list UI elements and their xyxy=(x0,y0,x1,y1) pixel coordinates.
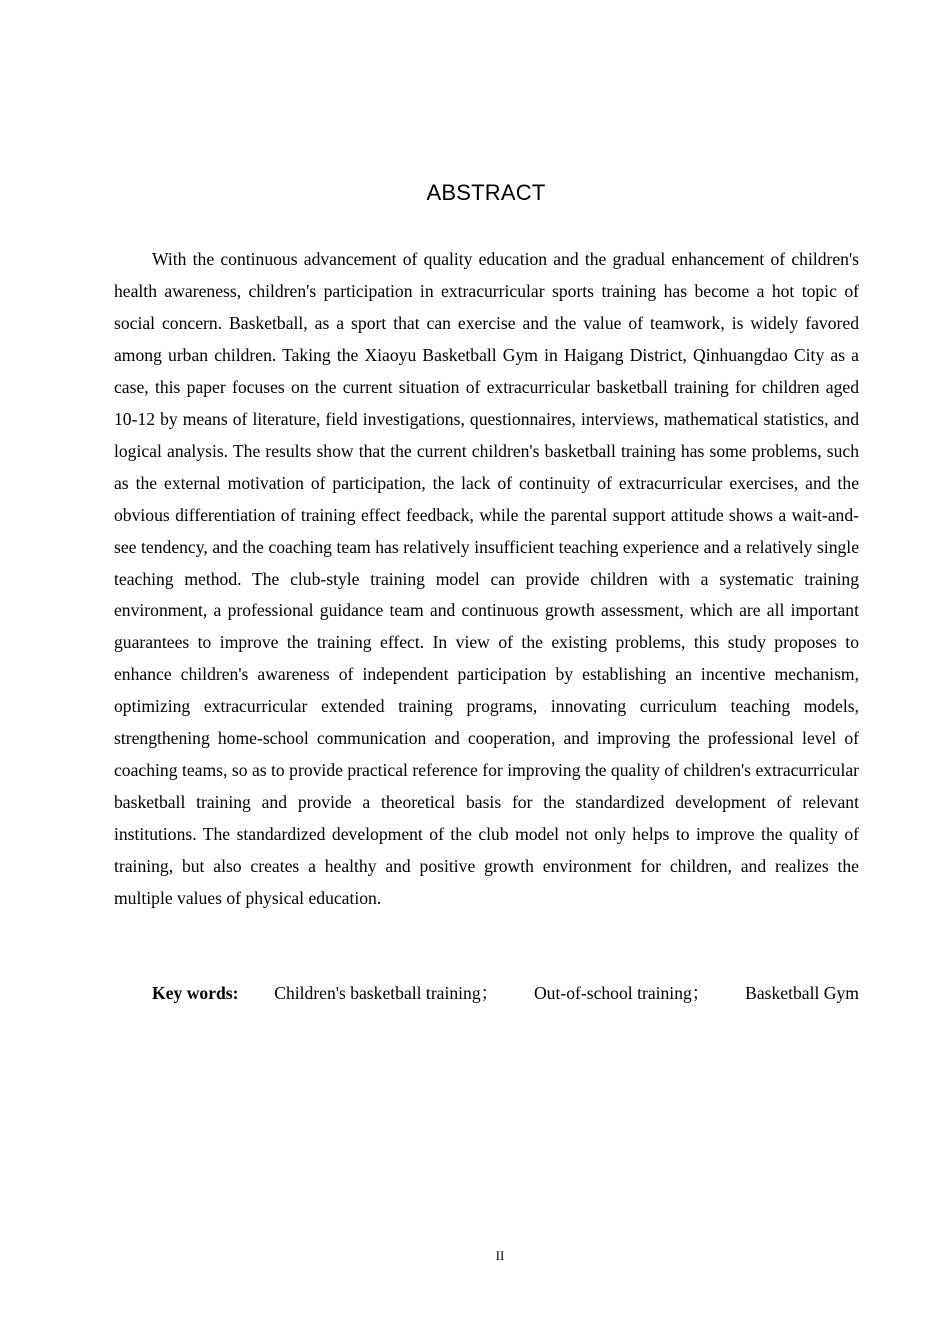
keyword-item: Children's basketball training； xyxy=(274,983,499,1003)
keyword-item: Basketball Gym xyxy=(745,983,859,1003)
abstract-title: ABSTRACT xyxy=(426,180,546,205)
keyword-item: Out-of-school training； xyxy=(533,983,710,1003)
abstract-paragraph: With the continuous advancement of quality education and the gradual enhancement of children's health awareness, children's participation in extracurricular sports training has become a hot topic of social concern. Basketball, as a sport that can exercise and the value of teamwork, is widely favored among urban children. Taking the Xiaoyu Basketball Gym in Haigang District, Qinhuangdao City as a case, this paper focuses on the current situation of extracurricular basketball training for children aged 10-12 by means of literature, field investigations, questionnaires, interviews, mathematical statistics, and logical analysis. The results show that the current children's basketball training has some problems, such as the external motivation of participation, the lack of continuity of extracurricular exercises, and the obvious differentiation of training effect feedback, while the parental support attitude shows a wait-and-see tendency, and the coaching team has relatively insufficient teaching experience and a relatively single teaching method. The club-style training model can provide children with a systematic training environment, a professional guidance team and continuous growth assessment, which are all important guarantees to improve the training effect. In view of the existing problems, this study proposes to enhance children's awareness of independent participation by establishing an incentive mechanism, optimizing extracurricular extended training programs, innovating curriculum teaching models, strengthening home-school communication and cooperation, and improving the professional level of coaching teams, so as to provide practical reference for improving the quality of children's extracurricular basketball training and provide a theoretical basis for the standardized development of relevant institutions. The standardized development of the club model not only helps to improve the quality of training, but also creates a healthy and positive growth environment for children, and realizes the multiple values of physical education. xyxy=(114,249,859,909)
page-number: II xyxy=(495,1248,505,1263)
keywords-label: Key words: xyxy=(152,983,239,1003)
keywords-line xyxy=(114,978,859,1010)
